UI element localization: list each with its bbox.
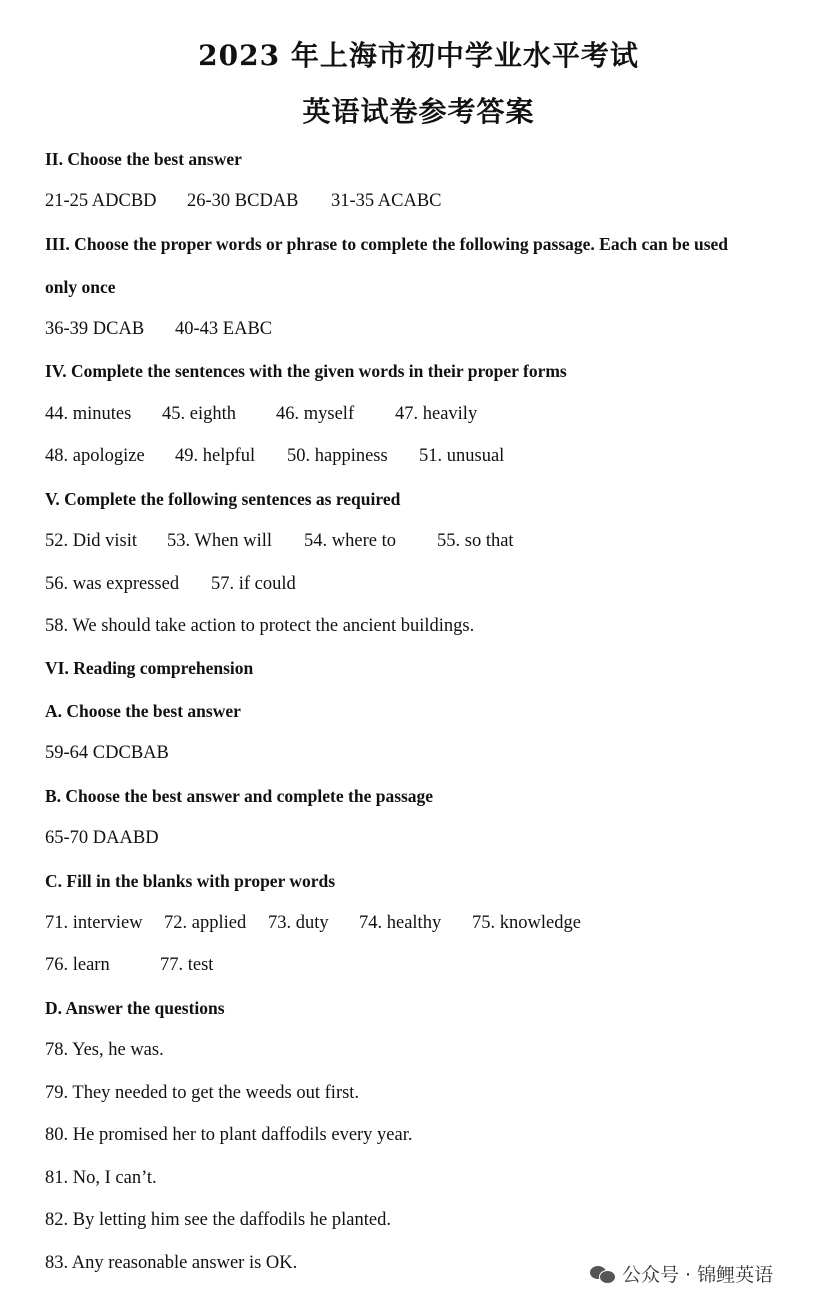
answer-item: 21-25 ADCBD (45, 191, 157, 211)
answer-item: 48. apologize (45, 446, 145, 466)
answer-item: 73. duty (268, 913, 329, 933)
answer-sentence: 83. Any reasonable answer is OK. (45, 1253, 298, 1273)
answer-sentence: 78. Yes, he was. (45, 1040, 164, 1060)
answer-row (45, 911, 581, 935)
answer-item: 50. happiness (287, 446, 388, 466)
answer-row (45, 402, 477, 426)
answer-row (45, 317, 272, 341)
answer-row (45, 529, 514, 553)
answer-row (45, 444, 504, 468)
section-heading: VI. Reading comprehension (45, 658, 254, 678)
answer-sentence: 81. No, I can’t. (45, 1168, 157, 1188)
page-subtitle: 英语试卷参考答案 (302, 95, 535, 128)
subsection-heading: C. Fill in the blanks with proper words (45, 871, 336, 891)
answer-item: 55. so that (437, 531, 514, 551)
answer-item: 47. heavily (395, 404, 478, 424)
wechat-icon (590, 1264, 616, 1284)
answer-item: 56. was expressed (45, 574, 180, 594)
answer-row (45, 953, 213, 977)
subsection-heading: A. Choose the best answer (45, 701, 241, 721)
answer-item: 46. myself (276, 404, 355, 424)
section-heading: II. Choose the best answer (45, 149, 242, 169)
answer-sentence: 80. He promised her to plant daffodils every year. (45, 1125, 413, 1145)
answer-item: 53. When will (167, 531, 272, 551)
subsection-heading: B. Choose the best answer and complete the passage (45, 786, 434, 806)
watermark (590, 1260, 773, 1287)
answer-item: 54. where to (304, 531, 396, 551)
answer-item: 72. applied (164, 913, 247, 933)
answer-item: 51. unusual (419, 446, 505, 466)
answer-sentence: 79. They needed to get the weeds out first. (45, 1083, 360, 1103)
answer-item: 75. knowledge (472, 913, 581, 933)
answer-sentence: 82. By letting him see the daffodils he planted. (45, 1210, 391, 1230)
answer-row (45, 189, 442, 213)
answer-row: 65-70 DAABD (45, 828, 159, 848)
answer-sentence: 58. We should take action to protect the ancient buildings. (45, 616, 475, 636)
section-heading-cont: only once (45, 277, 116, 297)
answer-item: 26-30 BCDAB (187, 191, 299, 211)
answer-item: 77. test (160, 955, 214, 975)
answer-item: 31-35 ACABC (331, 191, 442, 211)
answer-row: 59-64 CDCBAB (45, 743, 169, 763)
answer-item: 76. learn (45, 955, 110, 975)
answer-item: 74. healthy (359, 913, 442, 933)
answer-item: 36-39 DCAB (45, 319, 145, 339)
answer-item: 44. minutes (45, 404, 132, 424)
answer-row (45, 572, 296, 596)
watermark-text: 公众号 · 锦鲤英语 (622, 1264, 774, 1286)
answer-item: 57. if could (211, 574, 296, 594)
answer-item: 49. helpful (175, 446, 256, 466)
subsection-heading: D. Answer the questions (45, 998, 225, 1018)
page-title: 2023 年上海市初中学业水平考试 (198, 39, 639, 72)
answer-item: 40-43 EABC (175, 319, 273, 339)
answer-item: 45. eighth (162, 404, 236, 424)
answer-item: 71. interview (45, 913, 143, 933)
section-heading: III. Choose the proper words or phrase to complete the following passage. Each can be used (45, 234, 729, 254)
section-heading: V. Complete the following sentences as required (45, 489, 401, 509)
section-heading: IV. Complete the sentences with the given words in their proper forms (45, 361, 567, 381)
answer-item: 52. Did visit (45, 531, 137, 551)
